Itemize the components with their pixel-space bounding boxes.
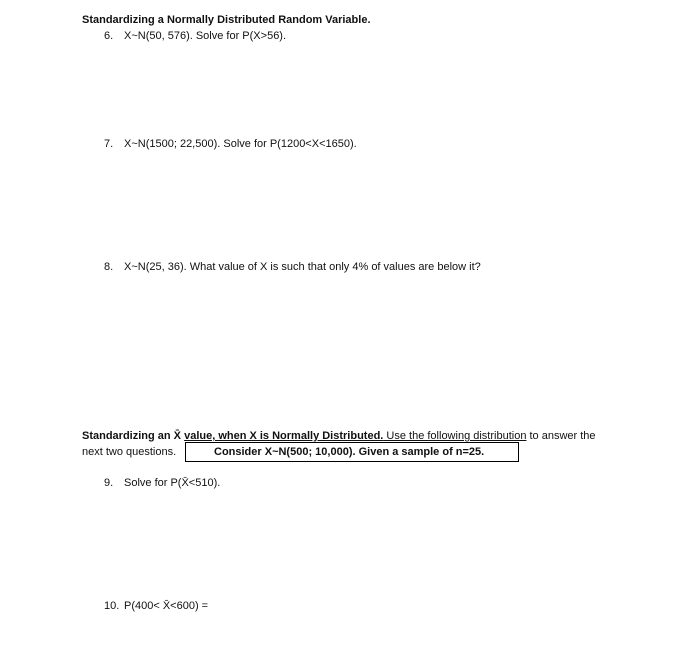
- question-7: [104, 137, 357, 151]
- section2-heading-underlined: Use the following distribution: [383, 430, 527, 442]
- question-7-number: 7.: [104, 138, 114, 150]
- question-8-number: 8.: [104, 261, 114, 273]
- question-10-number: 10.: [104, 600, 120, 612]
- question-9-text: Solve for P(X̄<510).: [124, 477, 221, 489]
- question-10-text: P(400< X̄<600) =: [124, 600, 209, 612]
- section1-heading: Standardizing a Normally Distributed Random Variable.: [82, 14, 371, 26]
- question-8: [104, 260, 481, 274]
- question-8-text: X~N(25, 36). What value of X is such that only 4% of values are below it?: [124, 261, 481, 273]
- section2-heading-rest: to answer the: [526, 430, 596, 442]
- question-9-number: 9.: [104, 477, 114, 489]
- question-7-text: X~N(1500; 22,500). Solve for P(1200<X<1650).: [124, 138, 357, 150]
- question-9: [104, 476, 220, 490]
- section2-heading-bold-underlined: value, when X is Normally Distributed.: [184, 430, 384, 442]
- question-6-text: X~N(50, 576). Solve for P(X>56).: [124, 30, 287, 42]
- question-10: [104, 599, 208, 613]
- question-6: [104, 29, 286, 43]
- section2-heading-bold: Standardizing an X̄: [82, 430, 185, 442]
- distribution-box-text: Consider X~N(500; 10,000). Given a sample of n=25.: [214, 446, 485, 458]
- question-6-number: 6.: [104, 30, 114, 42]
- section2-line2: next two questions.: [82, 446, 177, 458]
- section2-heading: [82, 429, 596, 443]
